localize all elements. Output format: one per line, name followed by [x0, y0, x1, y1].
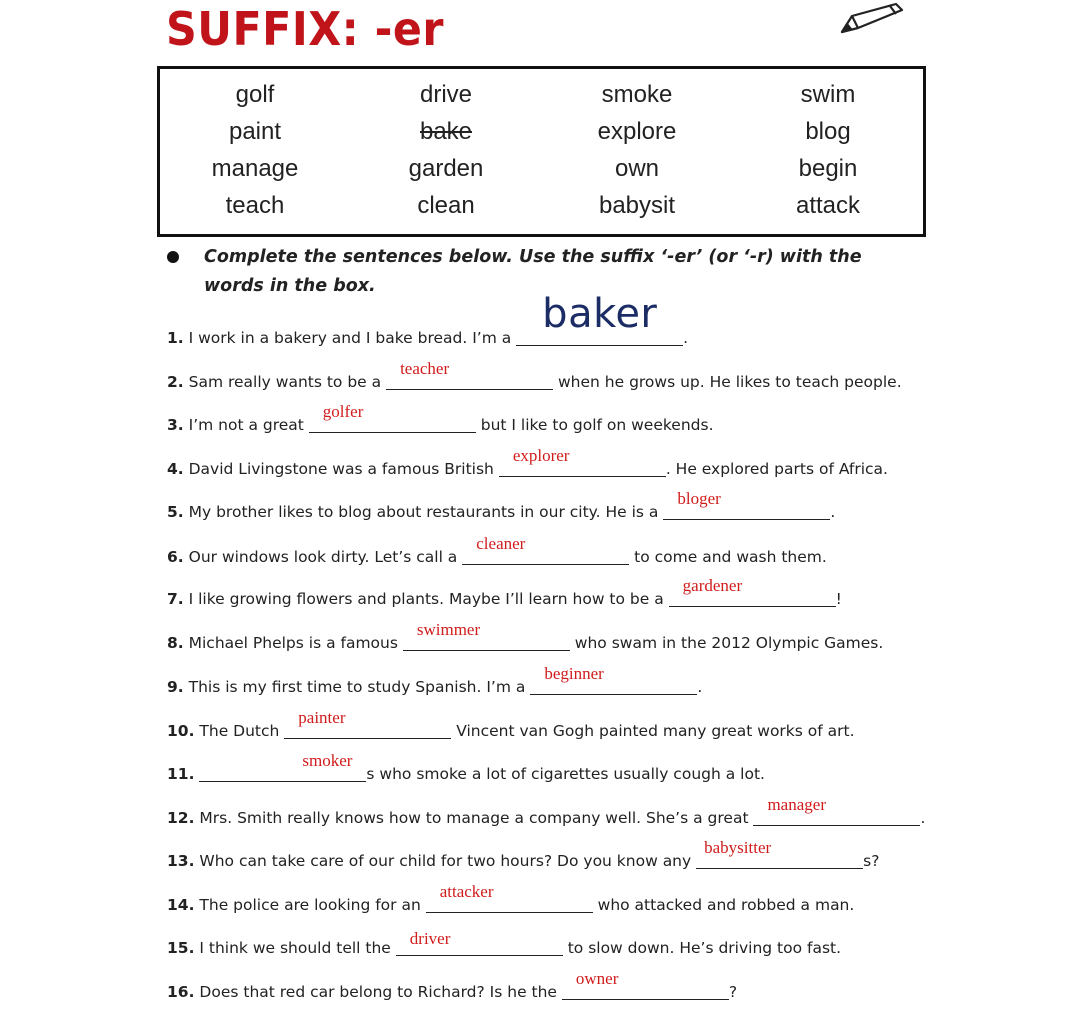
answer-blank[interactable]: [462, 534, 629, 565]
answer-blank[interactable]: [669, 576, 836, 607]
answer-blank[interactable]: [753, 795, 920, 826]
sentence-text: Who can take care of our child for two hours? Do you know any: [199, 852, 697, 870]
word-box: [157, 66, 926, 237]
sentence-text-after: but I like to golf on weekends.: [475, 416, 714, 434]
word-drive: drive: [419, 81, 473, 108]
answer-blank[interactable]: [199, 751, 366, 782]
sentence-text-after: . He explored parts of Africa.: [665, 460, 888, 478]
answer-text: cleaner: [476, 534, 526, 553]
word-begin: begin: [798, 155, 858, 182]
answer-text: owner: [575, 969, 619, 988]
sentence-number: 16.: [167, 983, 195, 1001]
sentence-text-after: when he grows up. He likes to teach people.: [553, 373, 902, 391]
answer-text: bloger: [677, 489, 721, 508]
answer-blank[interactable]: [426, 882, 593, 913]
sentence-text-after: to come and wash them.: [629, 548, 827, 566]
sentence-text-after: s who smoke a lot of cigarettes usually cough a lot.: [366, 765, 765, 783]
answer-text: gardener: [682, 576, 743, 595]
answer-blank[interactable]: [309, 402, 476, 433]
sentence-text-after: who attacked and robbed a man.: [592, 896, 855, 914]
sentence-12: [167, 795, 926, 833]
sentence-text: Mrs. Smith really knows how to manage a company well. She’s a great: [199, 809, 754, 827]
sentence-text-after: !: [835, 590, 842, 608]
word-clean: clean: [417, 192, 475, 219]
word-babysit: babysit: [598, 192, 676, 219]
sentence-number: 2.: [167, 373, 184, 391]
sentence-1: [167, 291, 689, 353]
sentence-2: [167, 359, 902, 397]
answer-text: baker: [542, 291, 658, 337]
answer-text: beginner: [544, 664, 604, 683]
word-blog: blog: [805, 118, 851, 145]
pencil-icon: [838, 2, 904, 36]
answer-text: teacher: [400, 359, 450, 378]
sentence-text: I think we should tell the: [199, 939, 396, 957]
sentence-number: 14.: [167, 896, 195, 914]
sentence-16: [167, 969, 738, 1007]
sentence-number: 1.: [167, 329, 184, 347]
word-golf: golf: [235, 81, 275, 108]
worksheet-title: SUFFIX: -er: [166, 2, 444, 56]
sentence-13: [167, 838, 880, 876]
answer-blank[interactable]: [403, 620, 570, 651]
sentence-text-after: Vincent van Gogh painted many great works of art.: [451, 722, 855, 740]
sentence-text-after: ?: [728, 983, 738, 1001]
word-garden: garden: [408, 155, 484, 182]
word-swim: swim: [800, 81, 856, 108]
word-own: own: [614, 155, 660, 182]
sentence-number: 4.: [167, 460, 184, 478]
word-paint: paint: [228, 118, 282, 145]
answer-text: golfer: [322, 402, 364, 421]
sentence-10: [167, 708, 855, 746]
sentence-text: I like growing flowers and plants. Maybe I’ll learn how to be a: [188, 590, 669, 608]
sentence-text: Michael Phelps is a famous: [188, 634, 403, 652]
sentence-text-after: .: [683, 329, 689, 347]
sentence-text-after: .: [920, 809, 926, 827]
sentence-text: My brother likes to blog about restaurants in our city. He is a: [188, 503, 664, 521]
sentence-number: 5.: [167, 503, 184, 521]
answer-blank[interactable]: [386, 359, 553, 390]
sentence-4: [167, 446, 888, 484]
sentence-7: [167, 576, 842, 614]
answer-blank[interactable]: [530, 664, 697, 695]
word-teach: teach: [225, 192, 285, 219]
answer-blank[interactable]: [499, 446, 666, 477]
answer-text: swimmer: [416, 620, 481, 639]
sentence-text: Sam really wants to be a: [188, 373, 387, 391]
sentence-11: [167, 751, 765, 789]
bullet-dot: [167, 251, 179, 263]
sentence-number: 12.: [167, 809, 195, 827]
word-explore: explore: [597, 118, 677, 145]
sentence-5: [167, 489, 836, 527]
sentence-3: [167, 402, 714, 440]
instructions: Complete the sentences below. Use the suffix ‘-er’ (or ‘-r) with the words in the box.: [204, 247, 862, 296]
word-attack: attack: [795, 192, 861, 219]
sentence-number: 13.: [167, 852, 195, 870]
answer-text: manager: [767, 795, 826, 814]
answer-text: driver: [409, 929, 451, 948]
sentence-number: 15.: [167, 939, 195, 957]
answer-blank[interactable]: [696, 838, 863, 869]
sentence-text-after: .: [830, 503, 836, 521]
word-smoke: smoke: [601, 81, 673, 108]
answer-text: attacker: [439, 882, 494, 901]
answer-blank[interactable]: [516, 291, 683, 346]
sentence-number: 6.: [167, 548, 184, 566]
sentence-15: [167, 929, 842, 963]
sentence-text: This is my first time to study Spanish. I’m a: [188, 678, 531, 696]
answer-blank[interactable]: [284, 708, 451, 739]
sentence-text: Our windows look dirty. Let’s call a: [188, 548, 463, 566]
sentence-text: David Livingstone was a famous British: [188, 460, 499, 478]
sentence-14: [167, 882, 855, 920]
sentence-8: [167, 620, 884, 658]
sentence-text: The police are looking for an: [199, 896, 426, 914]
sentence-text: I work in a bakery and I bake bread. I’m a: [188, 329, 517, 347]
answer-text: smoker: [302, 751, 353, 770]
sentence-text: The Dutch: [199, 722, 285, 740]
answer-blank[interactable]: [663, 489, 830, 520]
sentence-text-after: to slow down. He’s driving too fast.: [562, 939, 842, 957]
answer-text: painter: [298, 708, 346, 727]
answer-blank[interactable]: [562, 969, 729, 1000]
sentence-number: 8.: [167, 634, 184, 652]
sentence-text: I’m not a great: [188, 416, 309, 434]
sentence-9: [167, 664, 703, 702]
sentence-text-after: .: [697, 678, 703, 696]
sentence-number: 10.: [167, 722, 195, 740]
sentence-text-after: who swam in the 2012 Olympic Games.: [569, 634, 884, 652]
answer-text: explorer: [512, 446, 570, 465]
sentence-text: Does that red car belong to Richard? Is he the: [199, 983, 562, 1001]
sentence-6: [167, 534, 827, 572]
word-bake-crossed: bake: [419, 118, 473, 145]
word-manage: manage: [211, 155, 299, 182]
sentence-number: 11.: [167, 765, 195, 783]
sentence-number: 9.: [167, 678, 184, 696]
sentence-number: 7.: [167, 590, 184, 608]
answer-text: babysitter: [704, 838, 772, 857]
sentence-number: 3.: [167, 416, 184, 434]
answer-blank[interactable]: [396, 929, 563, 956]
sentence-text-after: s?: [863, 852, 880, 870]
